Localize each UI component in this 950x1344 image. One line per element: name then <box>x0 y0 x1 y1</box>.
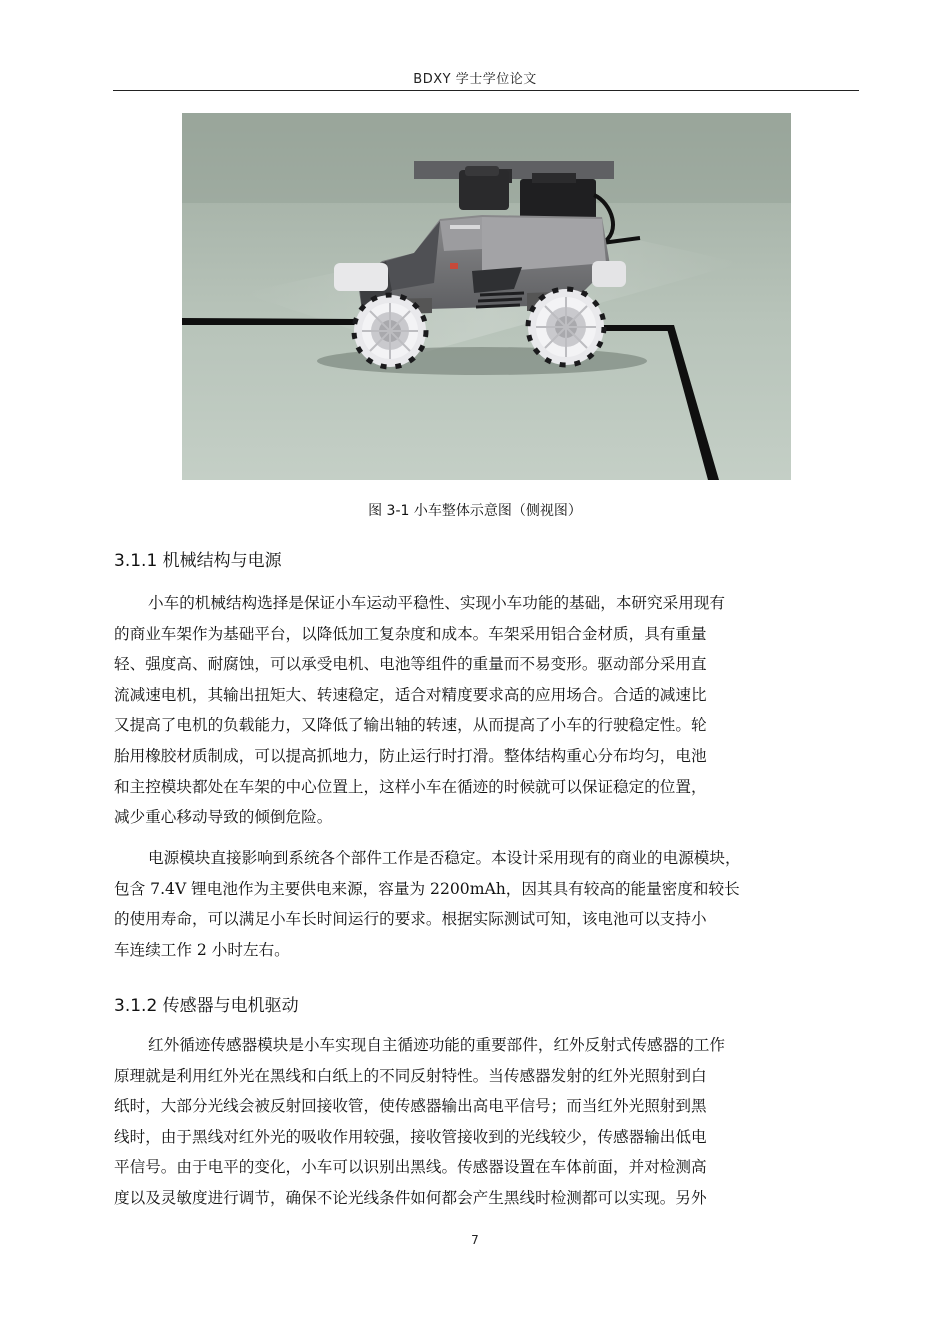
figure-photo <box>182 113 791 480</box>
paragraph-line: 轻、强度高、耐腐蚀，可以承受电机、电池等组件的重量而不易变形。驱动部分采用直 <box>114 655 707 674</box>
paragraph-line: 流减速电机，其输出扭矩大、转速稳定，适合对精度要求高的应用场合。合适的减速比 <box>114 685 707 704</box>
paragraph-power-module <box>114 843 859 965</box>
section-heading-mechanical-power: 3.1.1 机械结构与电源 <box>114 551 282 571</box>
paragraph-line: 减少重心移动导致的倾倒危险。 <box>114 808 333 827</box>
header-rule <box>113 90 859 91</box>
paragraph-line: 电源模块直接影响到系统各个部件工作是否稳定。本设计采用现有的商业的电源模块， <box>148 849 741 867</box>
section-heading-sensor-motor: 3.1.2 传感器与电机驱动 <box>114 996 299 1016</box>
page-number: 7 <box>471 1233 479 1247</box>
paragraph-line: 线时，由于黑线对红外光的吸收作用较强，接收管接收到的光线较少，传感器输出低电 <box>114 1127 707 1146</box>
paragraph-line: 小车的机械结构选择是保证小车运动平稳性、实现小车功能的基础，本研究采用现有 <box>148 594 725 612</box>
paragraph-line: 的使用寿命，可以满足小车长时间运行的要求。根据实际测试可知，该电池可以支持小 <box>114 910 707 929</box>
paragraph-infrared-sensor <box>114 1030 859 1214</box>
paragraph-line: 纸时，大部分光线会被反射回接收管，使传感器输出高电平信号；而当红外光照射到黑 <box>114 1097 707 1116</box>
paragraph-line: 原理就是利用红外光在黑线和白纸上的不同反射特性。当传感器发射的红外光照射到白 <box>114 1066 707 1085</box>
paragraph-line: 胎用橡胶材质制成，可以提高抓地力，防止运行时打滑。整体结构重心分布均匀，电池 <box>114 746 707 765</box>
paragraph-line: 红外循迹传感器模块是小车实现自主循迹功能的重要部件，红外反射式传感器的工作 <box>148 1036 725 1054</box>
paragraph-line: 度以及灵敏度进行调节，确保不论光线条件如何都会产生黑线时检测都可以实现。另外 <box>114 1188 707 1207</box>
paragraph-line: 和主控模块都处在车架的中心位置上，这样小车在循迹的时候就可以保证稳定的位置， <box>114 777 707 796</box>
running-header: BDXY 学士学位论文 <box>413 72 537 87</box>
paragraph-line: 的商业车架作为基础平台，以降低加工复杂度和成本。车架采用铝合金材质，具有重量 <box>114 624 707 643</box>
paragraph-mechanical-structure <box>114 588 859 833</box>
paragraph-line: 平信号。由于电平的变化，小车可以识别出黑线。传感器设置在车体前面，并对检测高 <box>114 1158 707 1177</box>
figure-caption: 图 3-1 小车整体示意图（侧视图） <box>368 503 582 519</box>
paragraph-line: 包含 7.4V 锂电池作为主要供电来源，容量为 2200mAh，因其具有较高的能量密度和较长 <box>114 879 740 898</box>
paragraph-line: 又提高了电机的负载能力，又降低了输出轴的转速，从而提高了小车的行驶稳定性。轮 <box>114 716 707 735</box>
paragraph-line: 车连续工作 2 小时左右。 <box>114 940 290 959</box>
